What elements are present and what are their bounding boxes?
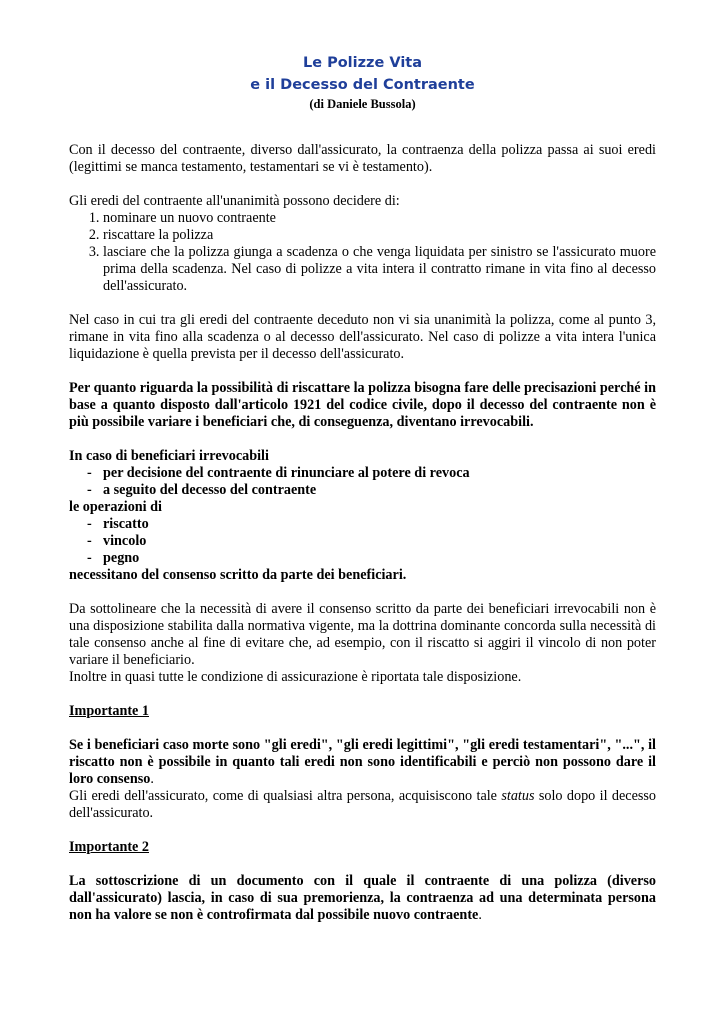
operazioni-tail: necessitano del consenso scritto da parte dei beneficiari. xyxy=(69,567,407,583)
paragraph-no-unanimity: Nel caso in cui tra gli eredi del contraente deceduto non vi sia unanimità la polizza, come al punto 3, rimane in vita fino alla scadenza o al decesso dell'assicurato. Nel caso di polizze a vita intera l'unica liquidazione è quella prevista per il decesso dell'assicurato. xyxy=(69,312,656,362)
status-text-a: Gli eredi dell'assicurato, come di qualsiasi altra persona, acquisiscono tale xyxy=(69,788,502,804)
list-item-text: per decisione del contraente di rinunciare al potere di revoca xyxy=(103,465,470,481)
list-item-text: a seguito del decesso del contraente xyxy=(103,482,317,498)
period: . xyxy=(150,771,154,787)
option-item: 2. riscattare la polizza xyxy=(103,227,656,244)
list-item xyxy=(87,533,656,550)
irrevocabili-heading: In caso di beneficiari irrevocabili xyxy=(69,448,269,464)
dash-bullet: - xyxy=(87,516,92,532)
paragraph-condizioni: Inoltre in quasi tutte le condizione di assicurazione è riportata tale disposizione. xyxy=(69,669,522,685)
period: . xyxy=(478,907,482,923)
status-text-b: solo dopo il decesso dell'assicurato. xyxy=(69,788,657,821)
list-item xyxy=(87,465,656,482)
document-page xyxy=(69,52,656,924)
irrevocabili-list xyxy=(69,465,656,499)
dash-bullet: - xyxy=(87,482,92,498)
options-list xyxy=(69,210,656,295)
paragraph-options-intro: Gli eredi del contraente all'unanimità possono decidere di: xyxy=(69,193,400,209)
paragraph-consenso: Da sottolineare che la necessità di avere il consenso scritto da parte dei beneficiari irrevocabili non è una disposizione stabilita dalla normativa vigente, ma la dottrina dominante concorda sulla necessità di tale consenso anche al fine di evitare che, ad esempio, con il riscatto si aggiri il vincolo di non poter variare il beneficiario. xyxy=(69,601,656,668)
list-item xyxy=(87,550,656,567)
document-title-line-2: e il Decesso del Contraente xyxy=(250,77,475,93)
list-item-text: vincolo xyxy=(103,533,147,549)
document-title-line-1: Le Polizze Vita xyxy=(302,55,423,71)
paragraph-status xyxy=(69,788,656,822)
list-item-text: riscatto xyxy=(103,516,149,532)
status-italic: status xyxy=(501,788,535,804)
document-author: (di Daniele Bussola) xyxy=(309,97,416,111)
paragraph-riscatto-precisazioni: Per quanto riguarda la possibilità di riscattare la polizza bisogna fare delle precisazioni perché in base a quanto disposto dall'articolo 1921 del codice civile, dopo il decesso del contraente non è più possibile variare i beneficiari che, di conseguenza, diventano irrevocabili. xyxy=(69,380,656,430)
importante-1-heading: Importante 1 xyxy=(69,703,149,719)
importante-2-bold-text: La sottoscrizione di un documento con il quale il contraente di una polizza (diverso dall'assicurato) lascia, in caso di sua premorienza, la contraenza ad una determinata persona non ha valore se non è controfirmata dal possibile nuovo contraente xyxy=(69,873,656,923)
importante-1-text xyxy=(69,737,656,788)
importante-2-text xyxy=(69,873,656,924)
operazioni-list xyxy=(69,516,656,567)
importante-2-heading: Importante 2 xyxy=(69,839,149,855)
dash-bullet: - xyxy=(87,550,92,566)
dash-bullet: - xyxy=(87,533,92,549)
paragraph-intro: Con il decesso del contraente, diverso dall'assicurato, la contraenza della polizza passa ai suoi eredi (legittimi se manca testamento, testamentari se vi è testamento). xyxy=(69,142,656,175)
option-item: 3. lasciare che la polizza giunga a scadenza o che venga liquidata per sinistro se l'assicurato muore prima della scadenza. Nel caso di polizze a vita intera il contratto rimane in vita fino al decesso dell'assicurato. xyxy=(103,244,656,295)
list-item xyxy=(87,482,656,499)
importante-1-bold-text: Se i beneficiari caso morte sono "gli eredi", "gli eredi legittimi", "gli eredi testamentari", "...", il riscatto non è possibile in quanto tali eredi non sono identificabili e perciò non possono dare il loro consenso xyxy=(69,737,656,787)
operazioni-heading: le operazioni di xyxy=(69,499,163,515)
option-item: 1. nominare un nuovo contraente xyxy=(103,210,656,227)
dash-bullet: - xyxy=(87,465,92,481)
list-item-text: pegno xyxy=(103,550,140,566)
list-item xyxy=(87,516,656,533)
